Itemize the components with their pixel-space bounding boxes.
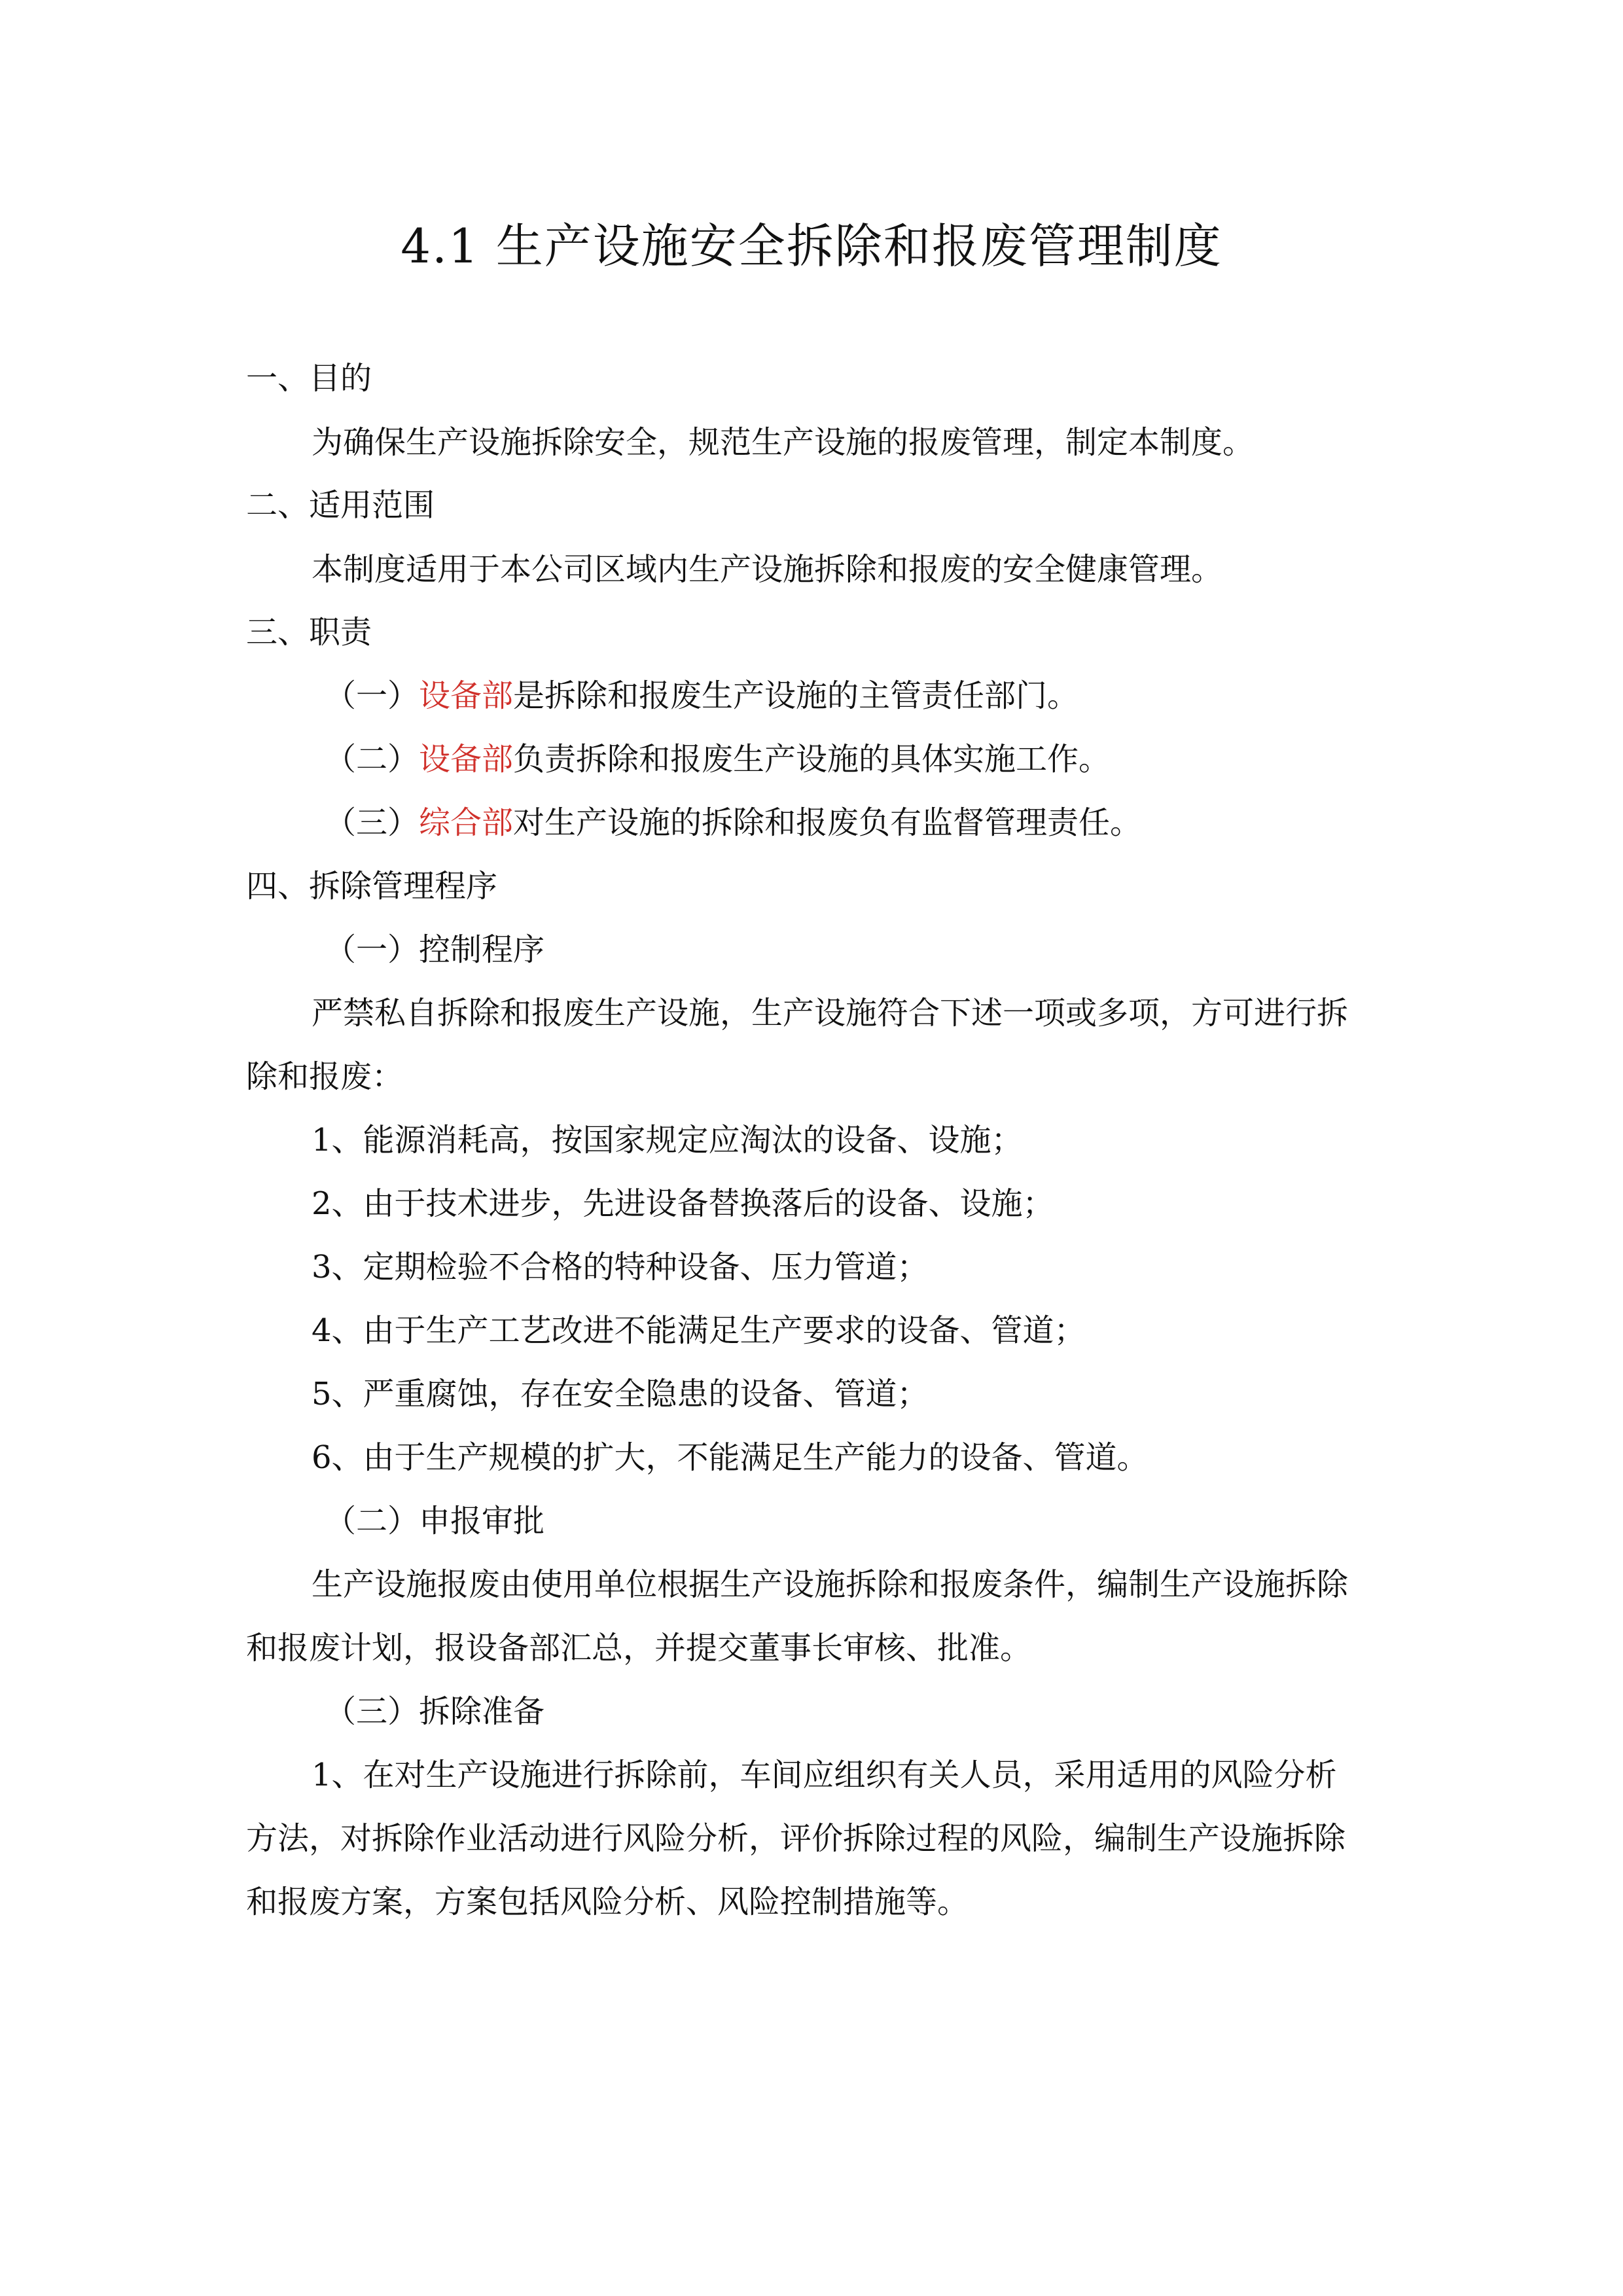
duty-dept: 综合部	[419, 804, 514, 841]
duty-text: 对生产设施的拆除和报废负有监督管理责任。	[513, 804, 1142, 841]
paragraph-line: 方法，对拆除作业活动进行风险分析，评价拆除过程的风险，编制生产设施拆除	[246, 1820, 1346, 1857]
list-item: 3、定期检验不合格的特种设备、压力管道；	[312, 1249, 929, 1285]
section-heading-purpose: 一、目的	[246, 360, 372, 397]
duty-prefix: （二）	[325, 741, 419, 778]
section-heading-scope: 二、适用范围	[246, 487, 435, 524]
subsection-heading-preparation: （三）拆除准备	[325, 1693, 545, 1730]
duty-item	[325, 676, 1079, 715]
duty-dept: 设备部	[419, 677, 514, 714]
list-item: 1、能源消耗高，按国家规定应淘汰的设备、设施；	[312, 1122, 1023, 1158]
section-heading-procedure: 四、拆除管理程序	[246, 868, 498, 905]
duty-item	[325, 740, 1110, 779]
duty-text: 是拆除和报废生产设施的主管责任部门。	[513, 677, 1079, 714]
section-text-scope: 本制度适用于本公司区域内生产设施拆除和报废的安全健康管理。	[312, 551, 1223, 588]
section-text-purpose: 为确保生产设施拆除安全，规范生产设施的报废管理，制定本制度。	[312, 424, 1255, 461]
section-heading-duties: 三、职责	[246, 614, 372, 651]
duty-item	[325, 803, 1141, 842]
paragraph-line: 除和报废：	[246, 1058, 404, 1095]
duty-prefix: （三）	[325, 804, 419, 841]
paragraph-line: 1、在对生产设施进行拆除前，车间应组织有关人员，采用适用的风险分析	[312, 1757, 1337, 1793]
subsection-heading-control: （一）控制程序	[325, 931, 545, 968]
paragraph-line: 生产设施报废由使用单位根据生产设施拆除和报废条件，编制生产设施拆除	[312, 1566, 1349, 1603]
paragraph-line: 严禁私自拆除和报废生产设施，生产设施符合下述一项或多项，方可进行拆	[312, 995, 1349, 1031]
page-title: 4.1 生产设施安全拆除和报废管理制度	[401, 219, 1222, 274]
list-item: 5、严重腐蚀，存在安全隐患的设备、管道；	[312, 1376, 929, 1412]
paragraph-line: 和报废方案，方案包括风险分析、风险控制措施等。	[246, 1884, 969, 1920]
paragraph-line: 和报废计划，报设备部汇总，并提交董事长审核、批准。	[246, 1630, 1032, 1666]
duty-dept: 设备部	[419, 741, 514, 778]
duty-text: 负责拆除和报废生产设施的具体实施工作。	[513, 741, 1111, 778]
duty-prefix: （一）	[325, 677, 419, 714]
list-item: 4、由于生产工艺改进不能满足生产要求的设备、管道；	[312, 1312, 1086, 1349]
list-item: 2、由于技术进步，先进设备替换落后的设备、设施；	[312, 1185, 1054, 1222]
list-item: 6、由于生产规模的扩大，不能满足生产能力的设备、管道。	[312, 1439, 1149, 1476]
subsection-heading-approval: （二）申报审批	[325, 1503, 545, 1539]
